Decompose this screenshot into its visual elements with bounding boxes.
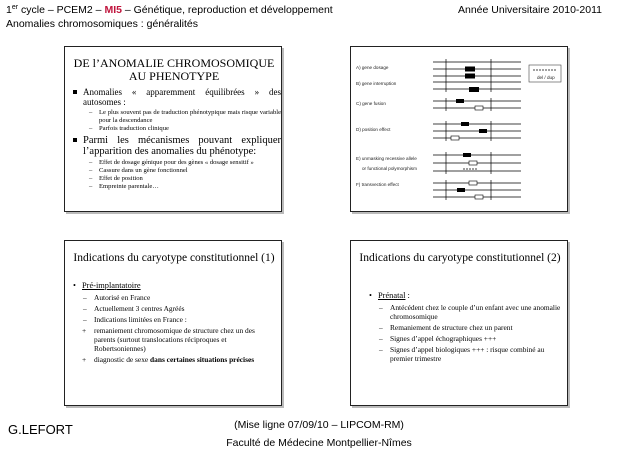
academic-year: Année Universitaire 2010-2011 bbox=[458, 4, 602, 16]
legend-label: del / dup bbox=[537, 75, 555, 80]
list-item: – Parfois traduction clinique bbox=[93, 125, 281, 133]
row-f-gene3 bbox=[475, 195, 483, 199]
list-item: – Autorisé en France bbox=[91, 293, 277, 302]
slide1-body bbox=[73, 87, 281, 193]
list-item: – Indications limitées en France : bbox=[91, 315, 277, 324]
faculty: Faculté de Médecine Montpellier-Nîmes bbox=[226, 437, 412, 449]
slide-mechanism-diagram bbox=[350, 46, 568, 212]
module-title: – Génétique, reproduction et développement bbox=[121, 4, 333, 16]
list-item: – Remaniement de structure chez un parent bbox=[387, 323, 561, 332]
slide3-body bbox=[73, 281, 277, 366]
row-label-b: B) gene interruption bbox=[356, 81, 397, 86]
slide4-top-suffix: : bbox=[405, 291, 410, 300]
slide4-body bbox=[369, 291, 561, 365]
row-c-gene2 bbox=[475, 106, 483, 110]
slide1-bullet2-subs bbox=[73, 159, 281, 191]
slide3-list bbox=[73, 293, 277, 364]
slide1-title bbox=[65, 57, 283, 83]
list-item: – Effet de dosage génique pour des gènes « dosage sensitif » bbox=[93, 159, 281, 167]
list-item bbox=[91, 355, 277, 364]
slide1-bullet1-subs bbox=[73, 109, 281, 133]
cycle-number: 1 bbox=[6, 4, 12, 16]
slide1-title-line1: DE l’ANOMALIE CHROMOSOMIQUE bbox=[73, 56, 275, 70]
list-item: – Empreinte parentale… bbox=[93, 183, 281, 191]
plus2-bold: dans certaines situations précises bbox=[150, 355, 255, 364]
row-f-gene2 bbox=[457, 188, 465, 192]
slide3-title: Indications du caryotype constitutionnel (1) bbox=[73, 252, 275, 264]
row-c-gene1 bbox=[456, 99, 464, 103]
row-a-gene bbox=[465, 67, 475, 72]
list-item: – Effet de position bbox=[93, 175, 281, 183]
cycle-superscript: er bbox=[11, 4, 19, 11]
slide-indications-1 bbox=[64, 240, 282, 406]
row-label-a: A) gene dosage bbox=[356, 65, 389, 70]
row-e-gene2 bbox=[469, 161, 477, 165]
slide4-top-bullet bbox=[369, 291, 561, 301]
row-b-gene bbox=[469, 87, 479, 92]
row-label-f: F) transvection effect bbox=[356, 182, 399, 187]
list-item: – Signes d’appel biologiques +++ : risque combiné au premier trimestre bbox=[387, 345, 561, 363]
row-d-gene2 bbox=[479, 129, 487, 133]
slide4-list bbox=[369, 303, 561, 363]
module-code: MI5 bbox=[104, 4, 122, 16]
cycle-text: cycle – PCEM2 – bbox=[18, 4, 105, 16]
mechanism-diagram bbox=[351, 47, 567, 211]
list-item: – Antécédent chez le couple d’un enfant avec une anomalie chromosomique bbox=[387, 303, 561, 321]
row-label-e-extra: or functional polymorphism bbox=[362, 166, 417, 171]
slide3-top-bullet bbox=[73, 281, 277, 291]
slide1-bullet2: Parmi les mécanismes pouvant expliquer l’apparition des anomalies du phénotype: bbox=[73, 135, 281, 157]
row-d-gene3 bbox=[451, 136, 459, 140]
row-label-e: E) unmasking recessive allele bbox=[356, 156, 417, 161]
course-line bbox=[6, 4, 333, 17]
row-d-gene1 bbox=[461, 122, 469, 126]
slide4-top-label: Prénatal bbox=[378, 291, 406, 300]
online-date: (Mise ligne 07/09/10 – LIPCOM-RM) bbox=[234, 419, 404, 431]
slide1-bullet1: Anomalies « apparemment équilibrées » des autosomes : bbox=[73, 87, 281, 107]
row-d-graphic bbox=[433, 121, 521, 141]
slide-indications-2 bbox=[350, 240, 568, 406]
author: G.LEFORT bbox=[8, 422, 73, 437]
slide1-title-line2: AU PHENOTYPE bbox=[128, 69, 220, 83]
list-item: – Le plus souvent pas de traduction phénotypique mais risque variable pour la descendance bbox=[93, 109, 281, 125]
row-label-c: C) gene fusion bbox=[356, 101, 386, 106]
row-a-gene-dup bbox=[465, 74, 475, 79]
page-subtitle: Anomalies chromosomiques : généralités bbox=[6, 18, 199, 30]
row-e-gene1 bbox=[463, 153, 471, 157]
slide3-top-label: Pré-implantatoire bbox=[82, 281, 141, 290]
slide-anomaly-phenotype bbox=[64, 46, 282, 212]
slide4-title: Indications du caryotype constitutionnel (2) bbox=[359, 252, 561, 264]
list-item: – Cassure dans un gène fonctionnel bbox=[93, 167, 281, 175]
row-a-graphic bbox=[433, 59, 521, 79]
list-item: + remaniement chromosomique de structure chez un des parents (surtout translocations réciproques et Robertsoniennes) bbox=[91, 326, 277, 353]
list-item: – Actuellement 3 centres Agréés bbox=[91, 304, 277, 313]
plus2-text: diagnostic de sexe bbox=[94, 355, 151, 364]
row-label-d: D) position effect bbox=[356, 127, 391, 132]
list-item: – Signes d’appel échographiques +++ bbox=[387, 334, 561, 343]
row-f-gene1 bbox=[469, 181, 477, 185]
